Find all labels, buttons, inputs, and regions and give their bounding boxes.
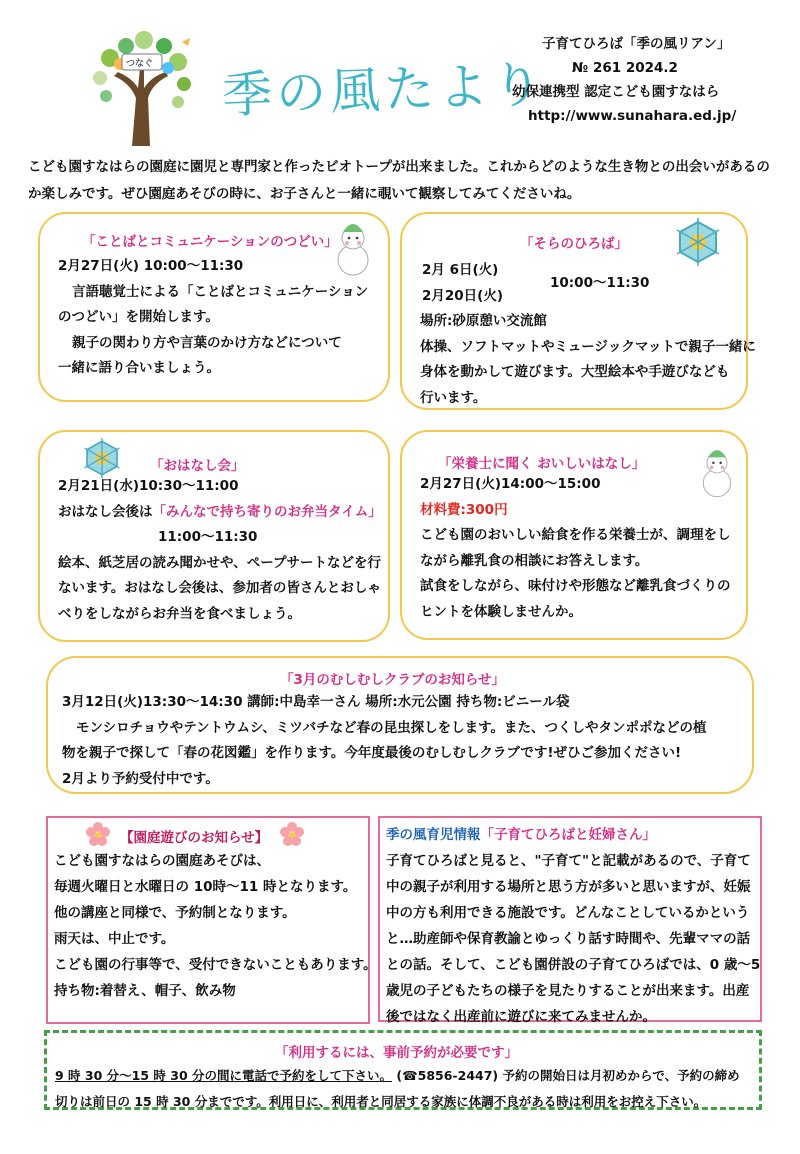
riyou-title: 「利用するには、事前予約が必要です」 bbox=[275, 1045, 518, 1061]
ikuji-title-main: 「子育てひろばと妊婦さん」 bbox=[480, 827, 656, 843]
header-info bbox=[512, 32, 772, 128]
entei-line: 他の講座と同様で、予約制となります。 bbox=[54, 905, 296, 921]
kotoba-date: 2月27日(火) 10:00～11:30 bbox=[58, 258, 244, 274]
ohanashi-title: 「おはなし会」 bbox=[150, 458, 245, 474]
eiyo-line: ながら離乳食の相談にお答えします。 bbox=[420, 552, 649, 569]
entei-line: こども園すなはらの園庭あそびは、 bbox=[54, 853, 270, 869]
issue-number: № 261 2024.2 bbox=[572, 60, 678, 76]
eiyo-date: 2月27日(火)14:00～15:00 bbox=[420, 476, 601, 492]
kotoba-line: 一緒に語り合いましょう。 bbox=[58, 360, 220, 376]
facility-name: 子育てひろば「季の風リアン」 bbox=[542, 36, 731, 52]
ohanashi-lunch-name: 「みんなで持ち寄りのお弁当タイム」 bbox=[152, 503, 382, 520]
organization: 幼保連携型 認定こども園すなはら bbox=[512, 84, 720, 100]
ohanashi-lunch bbox=[58, 500, 388, 526]
eiyo-line: ヒントを体験しませんか。 bbox=[420, 603, 582, 620]
sora-place: 場所:砂原憩い交流館 bbox=[420, 313, 547, 329]
ohanashi-box bbox=[38, 430, 390, 642]
tree-logo bbox=[80, 28, 200, 146]
sora-time: 10:00～11:30 bbox=[550, 275, 650, 291]
sora-date: 2月20日(火) bbox=[422, 287, 504, 304]
entei-line: こども園の行事等で、受付できないこともあります。 bbox=[54, 957, 377, 973]
ikuji-box bbox=[378, 816, 762, 1025]
eiyo-box bbox=[400, 430, 748, 640]
ohanashi-line: べりをしながらお弁当を食べましょう。 bbox=[58, 605, 301, 622]
ikuji-line: 中の親子が利用する場所と思う方が多いと思いますが、妊娠 bbox=[386, 879, 751, 895]
entei-text bbox=[54, 848, 377, 1004]
ohanashi-date: 2月21日(水)10:30～11:00 bbox=[58, 478, 239, 494]
kotoba-text bbox=[58, 254, 378, 382]
sora-line: 体操、ソフトマットやミュージックマットで親子一緒に bbox=[420, 338, 756, 355]
kotoba-line: のつどい」を開始します。 bbox=[58, 309, 219, 325]
riyou-text bbox=[55, 1063, 759, 1114]
eiyo-line: 試食をしながら、味付けや形態など離乳食づくりの bbox=[420, 578, 731, 594]
ohanashi-lunch-prefix: おはなし会後は bbox=[58, 503, 153, 520]
ikuji-line: と…助産師や保育教諭とゆっくり話す時間や、先輩ママの話 bbox=[386, 931, 751, 947]
ikuji-title-prefix: 季の風育児情報 bbox=[386, 827, 481, 843]
ikuji-text bbox=[386, 822, 760, 1030]
kotoba-title: 「ことばとコミュニケーションのつどい」 bbox=[82, 234, 338, 250]
sora-text bbox=[420, 309, 756, 411]
ohanashi-line: ないます。おはなし会後は、参加者の皆さんとおしゃ bbox=[58, 580, 381, 596]
mushi-line: モンシロチョウやテントウムシ、ミツバチなど春の昆虫探しをします。また、つくしやタンポポなどの植 bbox=[76, 719, 707, 736]
ikuji-line: 歳児の子どもたちの様子を見たりすることが出来ます。出産 bbox=[386, 983, 750, 999]
entei-title: 【園庭遊びのお知らせ】 bbox=[120, 830, 269, 846]
ikuji-line: 子育てひろばと見ると、"子育て"と記載があるので、子育て bbox=[386, 853, 751, 869]
sora-title: 「そらのひろば」 bbox=[520, 236, 628, 252]
riyou-line1 bbox=[55, 1063, 759, 1089]
entei-line: 雨天は、中止です。 bbox=[54, 931, 175, 947]
sora-line: 身体を動かして遊びます。大型絵本や手遊びなども bbox=[420, 364, 730, 380]
eiyo-line: こども園のおいしい給食を作る栄養士が、調理をし bbox=[420, 527, 731, 543]
mushi-line: 物を親子で探して「春の花図鑑」を作ります。今年度最後のむしむしクラブです!ぜひご参加ください! bbox=[62, 745, 682, 761]
mushi-info: 3月12日(火)13:30～14:30 講師:中島幸一さん 場所:水元公園 持ち物:ビニール袋 bbox=[62, 694, 570, 710]
riyou-line1-rest: (☎5856-2447) 予約の開始日は月初めからで、予約の締め bbox=[396, 1068, 740, 1083]
ikuji-line: 後ではなく出産前に遊びに来てみませんか。 bbox=[386, 1009, 656, 1025]
kotoba-line: 親子の関わり方や言葉のかけ方などについて bbox=[72, 334, 342, 351]
eiyo-fee: 材料費:300円 bbox=[420, 501, 508, 518]
ohanashi-line: 絵本、紙芝居の読み聞かせや、ペープサートなどを行 bbox=[58, 554, 382, 571]
intro-text: こども園すなはらの園庭に園児と専門家と作ったビオトープが出来ました。これからどのような生き物との出会いがあるのか楽しみです。ぜひ園庭あそびの時に、お子さんと一緒に覗いて観察してみてくださいね。 bbox=[28, 159, 770, 202]
sora-dates bbox=[422, 258, 562, 309]
newsletter-title: 季の風たより bbox=[221, 55, 548, 125]
sora-date: 2月 6日(火) bbox=[422, 262, 499, 278]
mushi-title: 「3月のむしむしクラブのお知らせ」 bbox=[280, 672, 505, 688]
eiyo-text bbox=[420, 472, 740, 625]
website-url[interactable]: http://www.sunahara.ed.jp/ bbox=[528, 108, 737, 124]
entei-line: 持ち物:着替え、帽子、飲み物 bbox=[54, 983, 236, 999]
ikuji-line: との話。そして、こども園併設の子育てひろばでは、0 歳～5 bbox=[386, 957, 761, 973]
logo-text: つなぐ bbox=[126, 59, 154, 69]
entei-line: 毎週火曜日と水曜日の 10時～11 時となります。 bbox=[54, 879, 357, 895]
entei-box bbox=[46, 816, 377, 1024]
mushi-line: 2月より予約受付中です。 bbox=[62, 770, 219, 787]
ikuji-title bbox=[386, 822, 760, 848]
ohanashi-lunch-time: 11:00～11:30 bbox=[158, 529, 258, 545]
riyou-box bbox=[44, 1030, 762, 1110]
kotoba-line: 言語聴覚士による「ことばとコミュニケーション bbox=[72, 283, 369, 300]
riyou-phone-hours: 9 時 30 分～15 時 30 分の間に電話で予約をして下さい。 bbox=[55, 1068, 392, 1083]
riyou-line2: 切りは前日の 15 時 30 分までです。利用日に、利用者と同居する家族に体調不良がある時は利用をお控え下さい。 bbox=[55, 1093, 707, 1109]
ohanashi-text bbox=[58, 474, 388, 627]
kotoba-box bbox=[38, 212, 390, 402]
ikuji-line: 中の方も利用できる施設です。どんなことしているかという bbox=[386, 905, 750, 921]
snowflake-icon bbox=[674, 218, 722, 270]
sora-line: 行います。 bbox=[420, 389, 487, 406]
sora-box bbox=[400, 212, 756, 410]
eiyo-title: 「栄養士に聞く おいしいはなし」 bbox=[438, 456, 646, 472]
flower-icon bbox=[280, 822, 304, 850]
flower-icon bbox=[86, 822, 110, 850]
mushi-text bbox=[62, 690, 752, 792]
mushi-box bbox=[46, 656, 754, 794]
